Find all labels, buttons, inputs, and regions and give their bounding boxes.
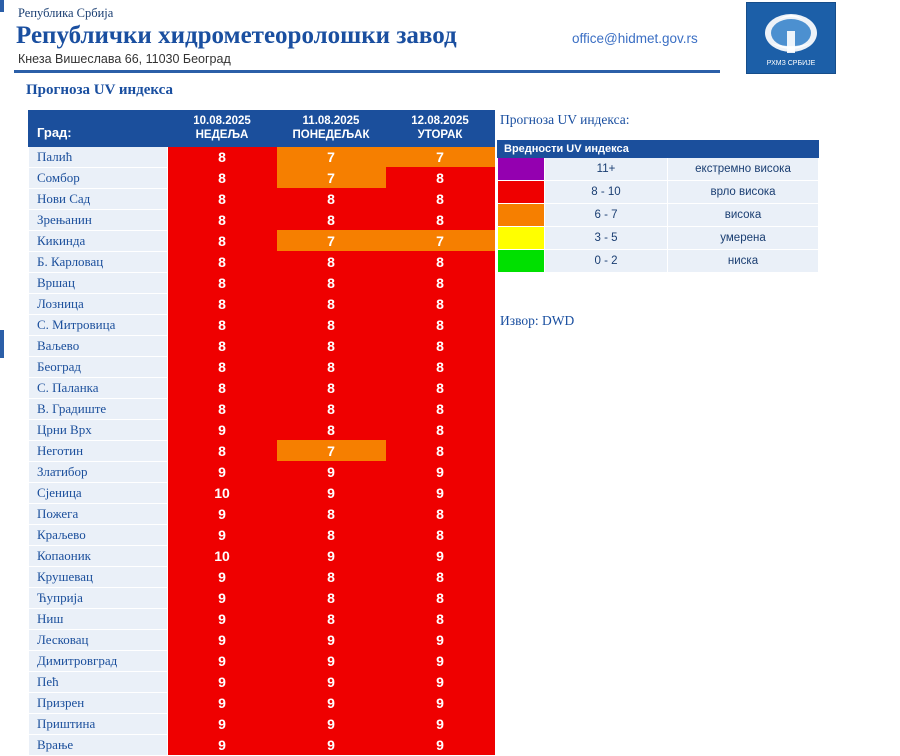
uv-value-cell: 9 xyxy=(168,650,277,671)
site-header xyxy=(0,0,900,74)
uv-value-cell: 8 xyxy=(168,209,277,230)
uv-value-cell: 8 xyxy=(168,251,277,272)
uv-value-cell: 9 xyxy=(168,713,277,734)
legend-body xyxy=(498,158,819,273)
legend-row xyxy=(498,181,819,204)
uv-value-cell: 8 xyxy=(168,293,277,314)
table-row xyxy=(29,272,495,293)
uv-value-cell: 8 xyxy=(277,377,386,398)
uv-value-cell: 8 xyxy=(386,293,495,314)
uv-value-cell: 8 xyxy=(386,314,495,335)
uv-value-cell: 8 xyxy=(168,314,277,335)
uv-value-cell: 9 xyxy=(168,734,277,755)
city-name-cell: С. Митровица xyxy=(29,314,168,335)
uv-value-cell: 9 xyxy=(168,587,277,608)
uv-value-cell: 9 xyxy=(277,629,386,650)
city-name-cell: Сомбор xyxy=(29,167,168,188)
table-row xyxy=(29,167,495,188)
day-3-name: УТОРАК xyxy=(417,129,463,142)
uv-value-cell: 7 xyxy=(386,230,495,251)
legend-color-swatch xyxy=(498,250,545,273)
table-row xyxy=(29,209,495,230)
table-row xyxy=(29,146,495,167)
day-1-date: 10.08.2025 xyxy=(193,115,251,127)
legend-color-swatch xyxy=(498,227,545,250)
uv-value-cell: 10 xyxy=(168,545,277,566)
uv-value-cell: 8 xyxy=(386,188,495,209)
column-header-city: Град: xyxy=(29,111,168,147)
uv-value-cell: 8 xyxy=(277,398,386,419)
legend-row xyxy=(498,250,819,273)
table-row xyxy=(29,251,495,272)
day-2-date: 11.08.2025 xyxy=(302,115,360,127)
city-name-cell: С. Паланка xyxy=(29,377,168,398)
uv-value-cell: 8 xyxy=(386,356,495,377)
uv-value-cell: 9 xyxy=(277,545,386,566)
uv-value-cell: 8 xyxy=(168,230,277,251)
legend-header-row xyxy=(498,141,819,158)
uv-value-cell: 8 xyxy=(386,209,495,230)
city-name-cell: Лозница xyxy=(29,293,168,314)
table-row xyxy=(29,566,495,587)
table-row xyxy=(29,440,495,461)
uv-forecast-table xyxy=(28,110,495,756)
uv-value-cell: 9 xyxy=(386,545,495,566)
city-name-cell: Нови Сад xyxy=(29,188,168,209)
header-divider xyxy=(14,70,720,73)
table-row xyxy=(29,524,495,545)
uv-value-cell: 8 xyxy=(277,608,386,629)
table-row xyxy=(29,188,495,209)
city-name-cell: Сјеница xyxy=(29,482,168,503)
institute-address: Кнеза Вишеслава 66, 11030 Београд xyxy=(18,52,231,66)
table-row xyxy=(29,356,495,377)
city-name-cell: Београд xyxy=(29,356,168,377)
uv-value-cell: 7 xyxy=(386,146,495,167)
institute-name: Републички хидрометеоролошки завод xyxy=(16,22,457,49)
uv-value-cell: 9 xyxy=(386,629,495,650)
table-row xyxy=(29,629,495,650)
city-name-cell: Лесковац xyxy=(29,629,168,650)
city-name-cell: Пожега xyxy=(29,503,168,524)
legend-range-label: 6 - 7 xyxy=(545,204,668,227)
uv-value-cell: 8 xyxy=(386,167,495,188)
table-row xyxy=(29,398,495,419)
uv-value-cell: 8 xyxy=(386,377,495,398)
table-row xyxy=(29,650,495,671)
uv-value-cell: 10 xyxy=(168,482,277,503)
uv-legend-table xyxy=(497,140,819,273)
page-title: Прогноза UV индекса xyxy=(26,82,174,98)
legend-row xyxy=(498,227,819,250)
uv-value-cell: 8 xyxy=(168,146,277,167)
legend-description-label: екстремно висока xyxy=(668,158,819,181)
uv-value-cell: 8 xyxy=(277,566,386,587)
svg-text:РХМЗ СРБИЈЕ: РХМЗ СРБИЈЕ xyxy=(766,60,816,67)
uv-value-cell: 8 xyxy=(277,587,386,608)
legend-range-label: 0 - 2 xyxy=(545,250,668,273)
uv-value-cell: 8 xyxy=(168,398,277,419)
column-header-day-2 xyxy=(277,111,386,147)
uv-value-cell: 8 xyxy=(168,335,277,356)
table-row xyxy=(29,713,495,734)
uv-value-cell: 9 xyxy=(277,461,386,482)
uv-value-cell: 7 xyxy=(277,230,386,251)
city-name-cell: Златибор xyxy=(29,461,168,482)
rhmz-logo-icon xyxy=(746,2,836,74)
city-name-cell: Призрен xyxy=(29,692,168,713)
legend-title: Прогноза UV индекса: xyxy=(500,112,630,127)
uv-value-cell: 9 xyxy=(277,734,386,755)
uv-value-cell: 9 xyxy=(277,692,386,713)
city-name-cell: В. Градиште xyxy=(29,398,168,419)
legend-header-label: Вредности UV индекса xyxy=(498,141,819,158)
city-name-cell: Вршац xyxy=(29,272,168,293)
legend-row xyxy=(498,158,819,181)
uv-value-cell: 8 xyxy=(386,251,495,272)
uv-value-cell: 9 xyxy=(168,419,277,440)
uv-value-cell: 9 xyxy=(277,671,386,692)
city-name-cell: Крушевац xyxy=(29,566,168,587)
legend-color-swatch xyxy=(498,204,545,227)
uv-value-cell: 9 xyxy=(386,671,495,692)
city-name-cell: Ћуприја xyxy=(29,587,168,608)
uv-value-cell: 9 xyxy=(277,713,386,734)
table-row xyxy=(29,419,495,440)
uv-value-cell: 8 xyxy=(386,608,495,629)
uv-value-cell: 9 xyxy=(168,671,277,692)
country-name: Република Србија xyxy=(18,6,114,20)
uv-value-cell: 9 xyxy=(386,461,495,482)
uv-value-cell: 8 xyxy=(168,440,277,461)
uv-value-cell: 8 xyxy=(168,167,277,188)
table-row xyxy=(29,335,495,356)
table-row xyxy=(29,503,495,524)
legend-range-label: 8 - 10 xyxy=(545,181,668,204)
legend-color-swatch xyxy=(498,158,545,181)
day-3-date: 12.08.2025 xyxy=(411,115,469,127)
uv-value-cell: 8 xyxy=(386,503,495,524)
table-row xyxy=(29,314,495,335)
uv-value-cell: 8 xyxy=(168,377,277,398)
uv-value-cell: 9 xyxy=(386,482,495,503)
uv-value-cell: 8 xyxy=(277,419,386,440)
uv-value-cell: 8 xyxy=(277,251,386,272)
table-row xyxy=(29,545,495,566)
city-name-cell: Врање xyxy=(29,734,168,755)
uv-value-cell: 9 xyxy=(277,650,386,671)
column-header-day-1 xyxy=(168,111,277,147)
city-name-cell: Кикинда xyxy=(29,230,168,251)
table-row xyxy=(29,293,495,314)
uv-value-cell: 9 xyxy=(386,713,495,734)
uv-value-cell: 8 xyxy=(168,188,277,209)
table-row xyxy=(29,692,495,713)
uv-value-cell: 8 xyxy=(168,356,277,377)
uv-value-cell: 9 xyxy=(168,629,277,650)
contact-email-link[interactable]: office@hidmet.gov.rs xyxy=(572,31,698,46)
uv-value-cell: 8 xyxy=(277,188,386,209)
uv-value-cell: 9 xyxy=(386,650,495,671)
legend-description-label: умерена xyxy=(668,227,819,250)
uv-value-cell: 8 xyxy=(277,335,386,356)
city-name-cell: Копаоник xyxy=(29,545,168,566)
uv-value-cell: 7 xyxy=(277,440,386,461)
uv-value-cell: 9 xyxy=(168,692,277,713)
uv-value-cell: 9 xyxy=(386,734,495,755)
city-name-cell: Пећ xyxy=(29,671,168,692)
uv-value-cell: 8 xyxy=(386,524,495,545)
table-row xyxy=(29,734,495,755)
uv-value-cell: 8 xyxy=(386,335,495,356)
uv-value-cell: 8 xyxy=(168,272,277,293)
uv-value-cell: 9 xyxy=(168,524,277,545)
uv-value-cell: 9 xyxy=(168,503,277,524)
city-name-cell: Приштина xyxy=(29,713,168,734)
uv-value-cell: 8 xyxy=(277,503,386,524)
data-source: Извор: DWD xyxy=(500,313,575,328)
city-name-cell: Краљево xyxy=(29,524,168,545)
uv-value-cell: 8 xyxy=(277,524,386,545)
uv-value-cell: 7 xyxy=(277,167,386,188)
city-name-cell: Зрењанин xyxy=(29,209,168,230)
day-2-name: ПОНЕДЕЉАК xyxy=(292,129,370,142)
uv-value-cell: 8 xyxy=(277,314,386,335)
uv-value-cell: 8 xyxy=(386,272,495,293)
table-row xyxy=(29,608,495,629)
uv-value-cell: 8 xyxy=(277,293,386,314)
city-name-cell: Ниш xyxy=(29,608,168,629)
uv-value-cell: 7 xyxy=(277,146,386,167)
uv-value-cell: 9 xyxy=(277,482,386,503)
column-header-day-3 xyxy=(386,111,495,147)
uv-value-cell: 9 xyxy=(168,461,277,482)
uv-value-cell: 8 xyxy=(386,398,495,419)
legend-range-label: 3 - 5 xyxy=(545,227,668,250)
table-row xyxy=(29,377,495,398)
uv-value-cell: 8 xyxy=(277,356,386,377)
day-1-name: НЕДЕЉА xyxy=(195,129,249,142)
uv-value-cell: 8 xyxy=(277,209,386,230)
legend-description-label: висока xyxy=(668,204,819,227)
legend-range-label: 11+ xyxy=(545,158,668,181)
city-name-cell: Ваљево xyxy=(29,335,168,356)
city-name-cell: Б. Карловац xyxy=(29,251,168,272)
uv-value-cell: 8 xyxy=(386,587,495,608)
uv-table-body xyxy=(29,146,495,755)
table-row xyxy=(29,671,495,692)
city-name-cell: Црни Врх xyxy=(29,419,168,440)
uv-value-cell: 8 xyxy=(386,566,495,587)
city-name-cell: Неготин xyxy=(29,440,168,461)
uv-value-cell: 9 xyxy=(168,608,277,629)
table-header-row xyxy=(29,111,495,147)
legend-description-label: врло висока xyxy=(668,181,819,204)
legend-color-swatch xyxy=(498,181,545,204)
uv-value-cell: 9 xyxy=(168,566,277,587)
city-name-cell: Палић xyxy=(29,146,168,167)
uv-value-cell: 9 xyxy=(386,692,495,713)
legend-description-label: ниска xyxy=(668,250,819,273)
table-row xyxy=(29,482,495,503)
uv-value-cell: 8 xyxy=(386,440,495,461)
uv-value-cell: 8 xyxy=(277,272,386,293)
uv-value-cell: 8 xyxy=(386,419,495,440)
table-row xyxy=(29,461,495,482)
legend-row xyxy=(498,204,819,227)
table-row xyxy=(29,230,495,251)
city-name-cell: Димитровград xyxy=(29,650,168,671)
left-edge-mark-middle xyxy=(0,330,4,358)
table-row xyxy=(29,587,495,608)
